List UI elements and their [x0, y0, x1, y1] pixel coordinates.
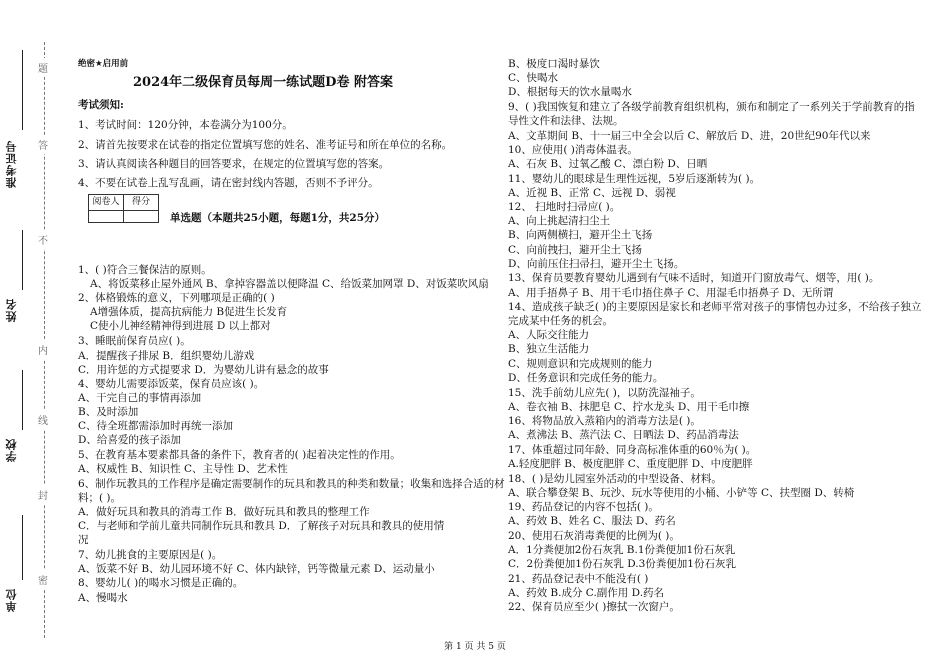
question-line: 6、制作玩教具的工作程序是确定需要制作的玩具和教具的种类和数量；收集和选择合适的材 [78, 478, 505, 490]
option-line: B、极度口渴时暴饮 [508, 58, 600, 70]
option-line: A．提醒孩子排尿 B．组织婴幼儿游戏 [78, 350, 255, 362]
score-table [88, 194, 159, 223]
option-line: D、任务意识和完成任务的能力。 [508, 372, 664, 384]
unit-label: 单位 [5, 588, 18, 612]
option-line: 况 [78, 534, 89, 546]
option-line: D、给喜爱的孩子添加 [78, 434, 181, 446]
option-line: A、煮沸法 B、蒸汽法 C、日晒法 D、药品消毒法 [508, 429, 739, 441]
notice-item: 3、请认真阅读各种题目的回答要求，在规定的位置填写您的答案。 [78, 158, 390, 170]
question-line: 2、体格锻炼的意义，下列哪项是正确的( ) [78, 292, 275, 304]
notice-item: 1、考试时间：120分钟，本卷满分为100分。 [78, 119, 293, 131]
question-line: 21、药品登记表中不能没有( ) [508, 573, 649, 585]
exam-number-label: 准考证号 [5, 140, 18, 188]
option-line: A、饭菜不好 B、幼儿园环境不好 C、体内缺锌，钙等微量元素 D、运动量小 [78, 563, 435, 575]
option-line: A、近视 B、正常 C、远视 D、弱视 [508, 187, 676, 199]
seal-char: 密 [38, 570, 48, 589]
question-line: 7、幼儿挑食的主要原因是( )。 [78, 549, 223, 561]
option-line: A、权威性 B、知识性 C、主导性 D、艺术性 [78, 463, 288, 475]
option-line: C使小儿神经精神得到进展 D 以上都对 [90, 320, 271, 332]
option-line: A、慢喝水 [78, 592, 128, 604]
option-line: C．2份粪便加1份石灰乳 D.3份粪便加1份石灰乳 [508, 558, 736, 570]
option-line: B、向两侧横扫，避开尘土飞扬 [508, 229, 653, 241]
notice-heading: 考试须知: [78, 99, 124, 111]
section-heading: 单选题（本题共25小题，每题1分，共25分） [170, 212, 386, 224]
question-line: 16、将物品放入蒸箱内的消毒方法是( )。 [508, 415, 701, 427]
option-line: A．做好玩具和教具的消毒工作 B．做好玩具和教具的整理工作 [78, 506, 370, 518]
score-input[interactable] [124, 210, 159, 222]
question-line: 5、在教育基本要素都具备的条件下，教育者的( )起着决定性的作用。 [78, 449, 401, 461]
option-line: C、待全班都需添加时再统一添加 [78, 420, 234, 432]
question-line: 导性文件和法律、法规。 [508, 115, 624, 127]
question-line: 22、保育员应至少( )擦拭一次窗户。 [508, 601, 680, 613]
seal-char: 线 [38, 410, 48, 429]
question-line: 3、睡眠前保育员应( )。 [78, 335, 191, 347]
unit-field[interactable] [22, 515, 23, 580]
option-line: A、干完自己的事情再添加 [78, 392, 202, 404]
exam-number-field[interactable] [22, 50, 23, 130]
option-line: C、向前拽扫，避开尘土飞扬 [508, 244, 643, 256]
secret-mark: 绝密★启用前 [78, 59, 129, 69]
option-line: C．与老师和学前儿童共同制作玩具和教具 D．了解孩子对玩具和教具的使用情 [78, 520, 445, 532]
option-line: B、独立生活能力 [508, 343, 590, 355]
question-line: 1、( )符合三餐保洁的原则。 [78, 264, 212, 276]
option-line: C、快喝水 [508, 72, 559, 84]
option-line: D、向前压住扫帚扫，避开尘土飞扬。 [508, 258, 685, 270]
option-line: A．1分粪便加2份石灰乳 B.1份粪便加1份石灰乳 [508, 544, 736, 556]
option-line: A、联合攀登架 B、玩沙、玩水等使用的小桶、小铲等 C、扶型圈 D、转椅 [508, 487, 855, 499]
option-line: A、将饭菜移止屋外通风 B、拿掉容器盖以便降温 C、给饭菜加网罩 D、对饭菜吹风扇 [90, 278, 489, 290]
question-line: 9、( )我国恢复和建立了各级学前教育组织机构，颁布和制定了一系列关于学前教育的指 [508, 101, 915, 113]
option-line: B、及时添加 [78, 406, 139, 418]
option-line: A、向上挑起清扫尘土 [508, 215, 611, 227]
option-line: D、根据每天的饮水量喝水 [508, 86, 632, 98]
option-line: A、石灰 B、过氧乙酸 C、漂白粉 D、日晒 [508, 158, 708, 170]
question-line: 17、体重超过同年龄、同身高标准体重的60％为( )。 [508, 444, 757, 456]
grader-cell: 阅卷人 [89, 195, 124, 211]
question-line: 料；( )。 [78, 492, 122, 504]
option-line: A、卷衣袖 B、抹肥皂 C、拧水龙头 D、用干毛巾擦 [508, 401, 750, 413]
notice-item: 2、请首先按要求在试卷的指定位置填写您的姓名、准考证号和所在单位的名称。 [78, 139, 453, 151]
question-line: 14、造成孩子缺乏( )的主要原因是家长和老师平常对孩子的事情包办过多，不给孩子独立 [508, 301, 922, 313]
page-title: 2024年二级保育员每周一练试题D卷 附答案 [133, 75, 393, 90]
name-label: 姓名 [5, 298, 18, 322]
school-field[interactable] [22, 370, 23, 430]
name-field[interactable] [22, 230, 23, 290]
seal-char: 答 [38, 135, 48, 154]
option-line: A、文革期间 B、十一届三中全会以后 C、解放后 D、进，20世纪90年代以来 [508, 130, 871, 142]
binding-strip [0, 0, 58, 671]
seal-char: 不 [38, 230, 48, 249]
option-line: A、药效 B.成分 C.副作用 D.药名 [508, 587, 665, 599]
option-line: A增强体质，提高抗病能力 B促进生长发育 [90, 306, 288, 318]
question-line: 18、( )是幼儿园室外活动的中型设备、材料。 [508, 473, 722, 485]
question-line: 完成某中任务的机会。 [508, 315, 613, 327]
question-line: 15、洗手前幼儿应先( )，以防洗湿袖子。 [508, 387, 701, 399]
seal-char: 题 [38, 58, 48, 77]
question-line: 10、应使用( )消毒体温表。 [508, 144, 638, 156]
seal-char: 封 [38, 485, 48, 504]
question-line: 13、保育员要教育婴幼儿遇到有气味不适时，知道开门窗放毒气、烟等，用( )。 [508, 272, 880, 284]
school-label: 学校 [5, 438, 18, 462]
option-line: A、人际交往能力 [508, 329, 590, 341]
score-cell: 得分 [124, 195, 159, 211]
question-line: 4、婴幼儿需要添饭菜，保育员应该( )。 [78, 378, 265, 390]
question-line: 8、婴幼儿( )的喝水习惯是正确的。 [78, 577, 244, 589]
page-number: 第 1 页 共 5 页 [444, 642, 506, 652]
option-line: A、药效 B、姓名 C、服法 D、药名 [508, 515, 676, 527]
notice-item: 4、不要在试卷上乱写乱画，请在密封线内答题，否则不予评分。 [78, 177, 379, 189]
question-line: 11、婴幼儿的眼球是生理性远视，5岁后逐渐转为( )。 [508, 173, 761, 185]
question-line: 12、 扫地时扫帚应( )。 [508, 201, 621, 213]
option-line: A、用手捂鼻子 B、用干毛巾捂住鼻子 C、用湿毛巾捂鼻子 D、无所谓 [508, 287, 834, 299]
option-line: C、规则意识和完成规则的能力 [508, 358, 653, 370]
question-line: 19、药品登记的内容不包括( )。 [508, 501, 659, 513]
question-line: 20、使用石灰消毒粪便的比例为( )。 [508, 530, 680, 542]
seal-char: 内 [38, 340, 48, 359]
option-line: C．用许惩的方式提要求 D．为婴幼儿讲有悬念的故事 [78, 364, 329, 376]
grader-input[interactable] [89, 210, 124, 222]
option-line: A.轻度肥胖 B、极度肥胖 C、重度肥胖 D、中度肥胖 [508, 458, 753, 470]
